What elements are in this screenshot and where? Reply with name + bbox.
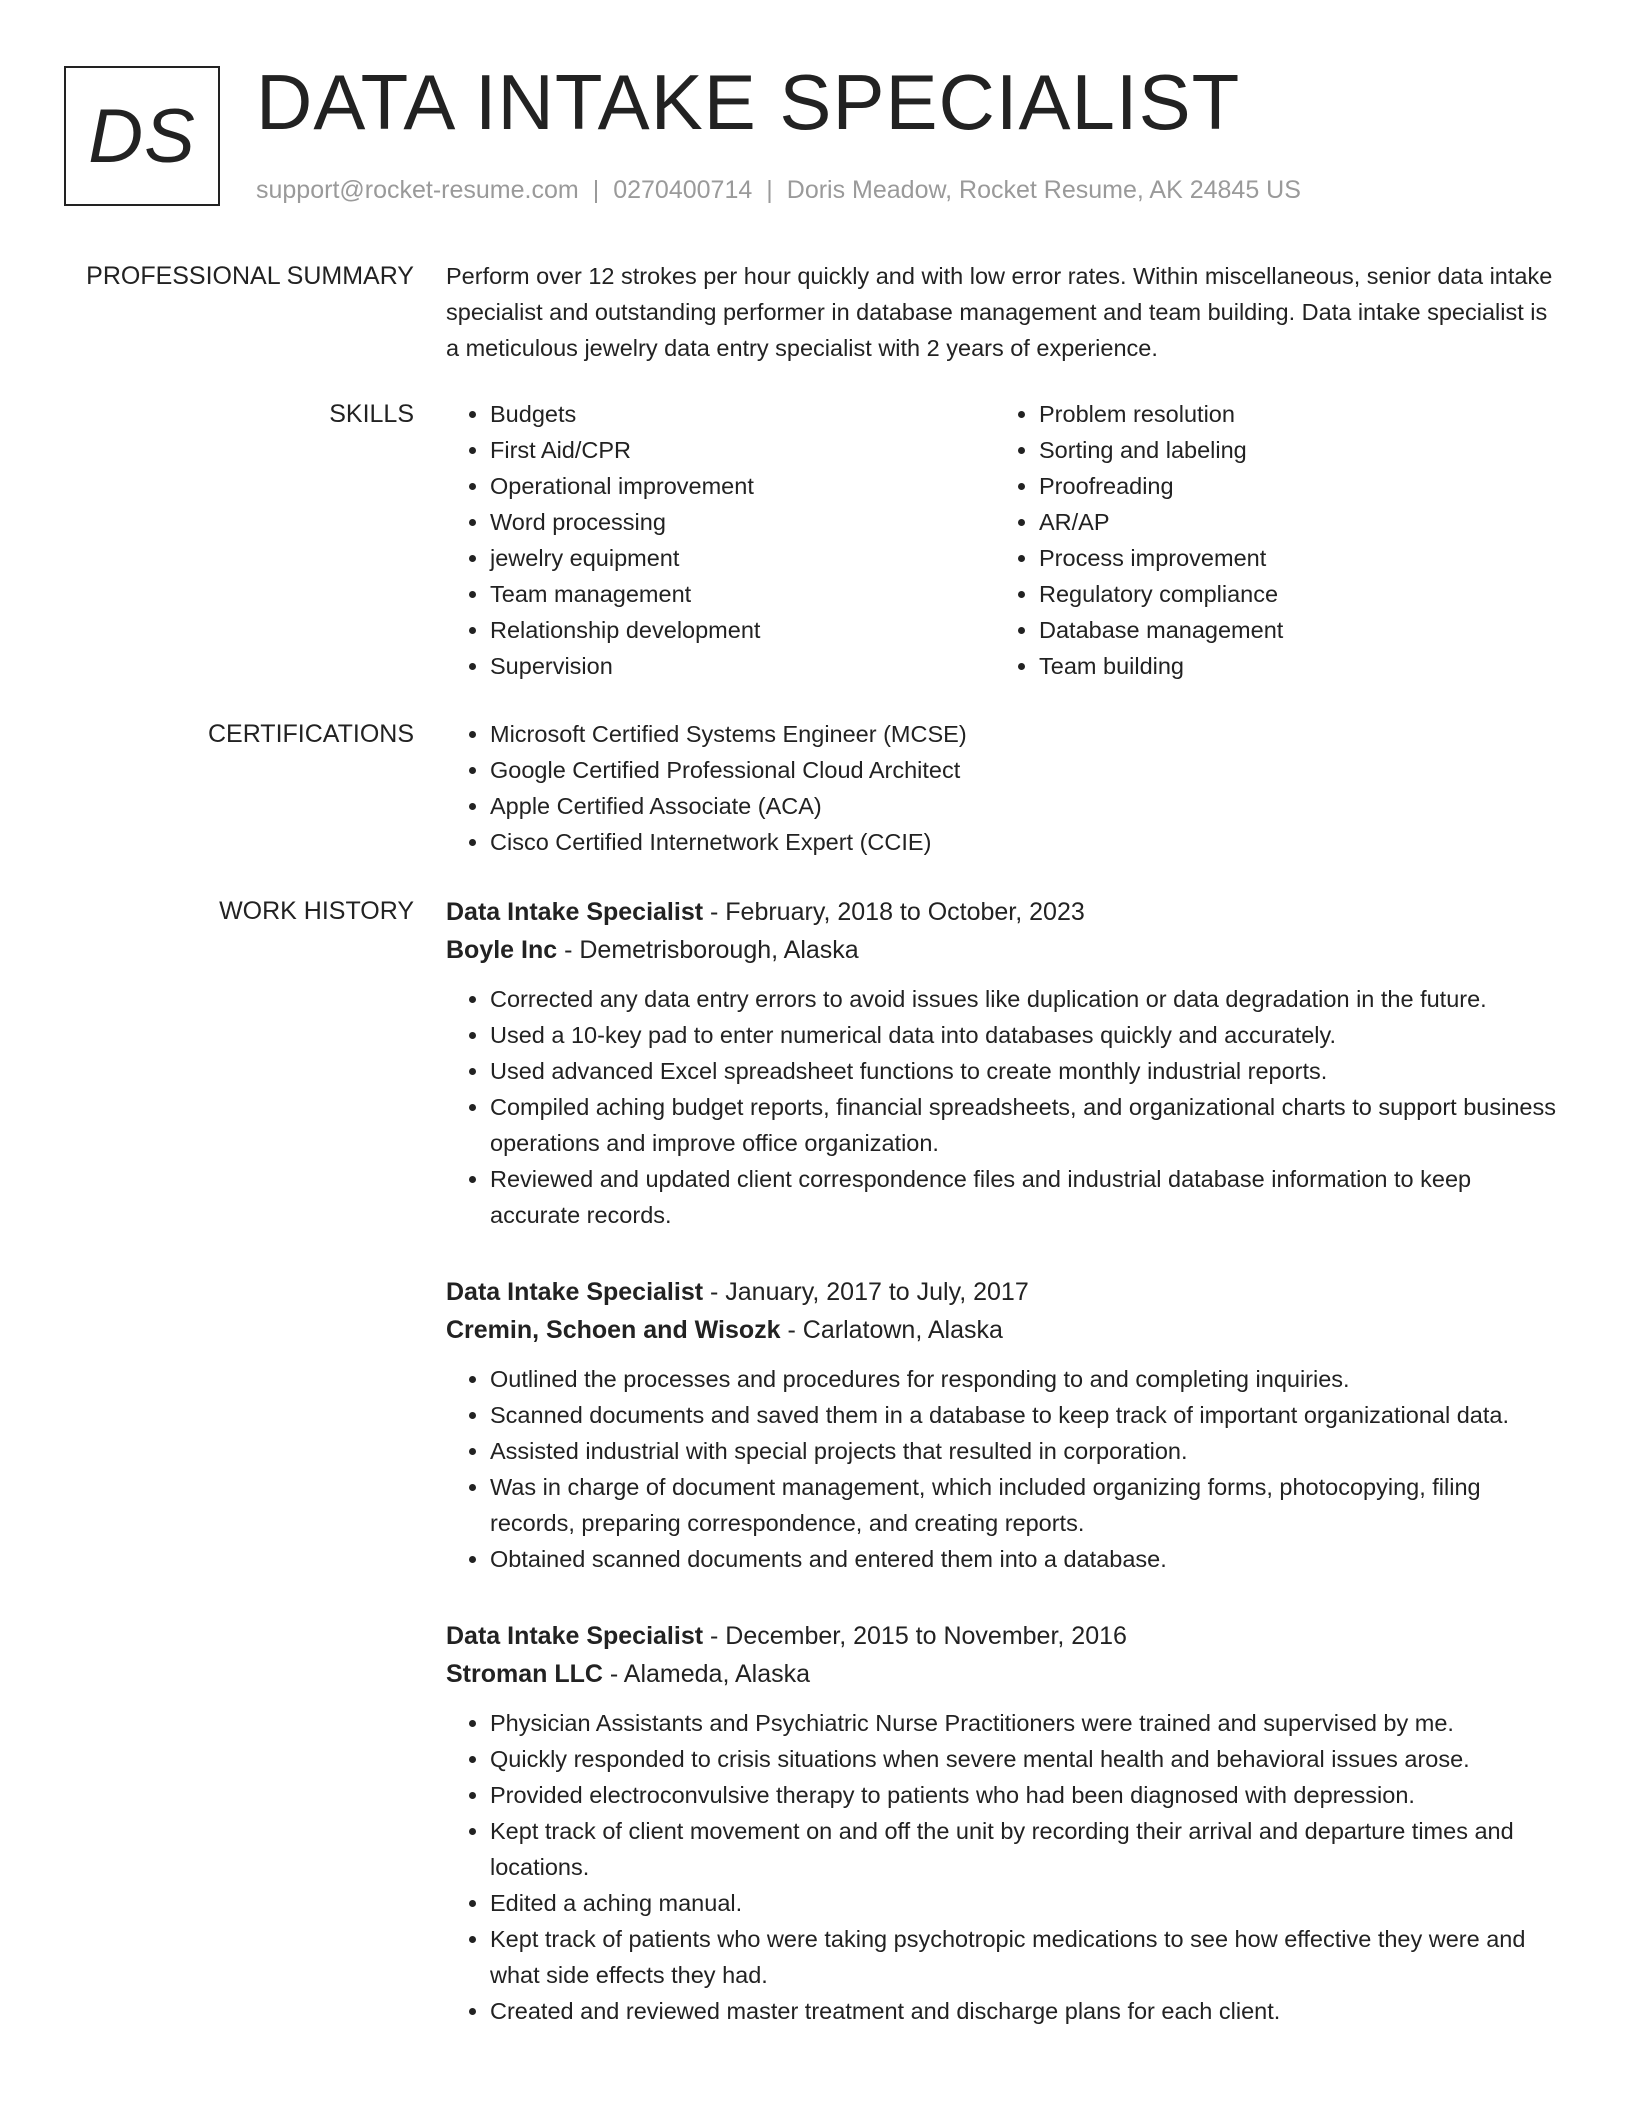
certification-item: • Apple Certified Associate (ACA) (490, 788, 1556, 824)
skill-item: • Word processing (490, 504, 995, 540)
skill-item: • Team building (1039, 648, 1544, 684)
job-entry (446, 1617, 1556, 2029)
skill-item: • First Aid/CPR (490, 432, 995, 468)
skill-item: • Problem resolution (1039, 396, 1544, 432)
job-company: Boyle Inc (446, 936, 558, 964)
contact-address: Doris Meadow, Rocket Resume, AK 24845 US (786, 176, 1301, 204)
job-company: Cremin, Schoen and Wisozk (446, 1316, 781, 1344)
job-company-line (446, 1311, 1556, 1349)
summary-body (446, 258, 1556, 366)
skill-item: • Regulatory compliance (1039, 576, 1544, 612)
skill-item: • Supervision (490, 648, 995, 684)
contact-line (256, 174, 1301, 207)
skills-list-left (446, 396, 995, 684)
skill-item: • AR/AP (1039, 504, 1544, 540)
summary-text: Perform over 12 strokes per hour quickly and with low error rates. Within miscellaneous, senior data intake specialist and outstanding performer in database management and team building. Data intake specialist is a meticulous jewelry data entry specialist with 2 years of experience. (446, 263, 1553, 361)
job-dates: - December, 2015 to November, 2016 (703, 1622, 1127, 1650)
skill-item: • Sorting and labeling (1039, 432, 1544, 468)
job-bullet: • Compiled aching budget reports, financial spreadsheets, and organizational charts to support business operations and improve office organization. (490, 1089, 1556, 1161)
job-dates: - January, 2017 to July, 2017 (703, 1278, 1029, 1306)
skills-label: SKILLS (329, 400, 414, 428)
job-company: Stroman LLC (446, 1660, 603, 1688)
job-bullet: • Edited a aching manual. (490, 1885, 1556, 1921)
skill-item: • Proofreading (1039, 468, 1544, 504)
job-title: Data Intake Specialist (446, 898, 704, 926)
job-location: - Alameda, Alaska (602, 1660, 811, 1688)
contact-separator: | (592, 176, 600, 204)
job-bullets (446, 981, 1556, 1233)
job-title-line (446, 1273, 1556, 1311)
job-bullet: • Scanned documents and saved them in a database to keep track of important organizational data. (490, 1397, 1556, 1433)
job-bullet: • Outlined the processes and procedures for responding to and completing inquiries. (490, 1361, 1556, 1397)
job-bullets (446, 1361, 1556, 1577)
job-bullet: • Used advanced Excel spreadsheet functions to create monthly industrial reports. (490, 1053, 1556, 1089)
job-entry (446, 1273, 1556, 1577)
contact-email: support@rocket-resume.com (256, 176, 579, 204)
job-title-line (446, 1617, 1556, 1655)
job-bullet: • Obtained scanned documents and entered them into a database. (490, 1541, 1556, 1577)
job-title: Data Intake Specialist (446, 1278, 704, 1306)
job-location: - Carlatown, Alaska (780, 1316, 1003, 1344)
job-bullet: • Provided electroconvulsive therapy to patients who had been diagnosed with depression. (490, 1777, 1556, 1813)
monogram-box (64, 66, 220, 206)
job-title-line (446, 893, 1556, 931)
skill-item: • Database management (1039, 612, 1544, 648)
work-body (446, 893, 1556, 2069)
skills-list-right (995, 396, 1544, 684)
job-bullet: • Was in charge of document management, which included organizing forms, photocopying, filing records, preparing correspondence, and creating reports. (490, 1469, 1556, 1541)
contact-phone: 0270400714 (613, 176, 753, 204)
job-bullet: • Created and reviewed master treatment and discharge plans for each client. (490, 1993, 1556, 2029)
job-title: Data Intake Specialist (446, 1622, 704, 1650)
skill-item: • Operational improvement (490, 468, 995, 504)
certifications-list (446, 716, 1556, 860)
job-bullet: • Reviewed and updated client correspondence files and industrial database information to keep accurate records. (490, 1161, 1556, 1233)
summary-label: PROFESSIONAL SUMMARY (86, 262, 414, 290)
skill-item: • Relationship development (490, 612, 995, 648)
job-dates: - February, 2018 to October, 2023 (703, 898, 1085, 926)
certifications-label: CERTIFICATIONS (207, 720, 414, 748)
job-bullet: • Kept track of client movement on and off the unit by recording their arrival and departure times and locations. (490, 1813, 1556, 1885)
work-label: WORK HISTORY (219, 897, 414, 925)
certification-item: • Microsoft Certified Systems Engineer (MCSE) (490, 716, 1556, 752)
job-bullet: • Kept track of patients who were taking psychotropic medications to see how effective they were and what side effects they had. (490, 1921, 1556, 1993)
job-bullet: • Used a 10-key pad to enter numerical data into databases quickly and accurately. (490, 1017, 1556, 1053)
skill-item: • jewelry equipment (490, 540, 995, 576)
skill-item: • Process improvement (1039, 540, 1544, 576)
contact-separator: | (766, 176, 773, 204)
job-entry (446, 893, 1556, 1233)
skill-item: • Team management (490, 576, 995, 612)
job-company-line (446, 1655, 1556, 1693)
job-location: - Demetrisborough, Alaska (557, 936, 859, 964)
certifications-body (446, 716, 1556, 860)
job-bullet: • Corrected any data entry errors to avoid issues like duplication or data degradation in the future. (490, 981, 1556, 1017)
job-company-line (446, 931, 1556, 969)
certification-item: • Cisco Certified Internetwork Expert (CCIE) (490, 824, 1556, 860)
skill-item: • Budgets (490, 396, 995, 432)
monogram-initials: DS (88, 93, 196, 179)
job-bullets (446, 1705, 1556, 2029)
skills-body (446, 396, 1556, 684)
certification-item: • Google Certified Professional Cloud Architect (490, 752, 1556, 788)
job-bullet: • Physician Assistants and Psychiatric Nurse Practitioners were trained and supervised by me. (490, 1705, 1556, 1741)
job-bullet: • Quickly responded to crisis situations when severe mental health and behavioral issues arose. (490, 1741, 1556, 1777)
job-bullet: • Assisted industrial with special projects that resulted in corporation. (490, 1433, 1556, 1469)
resume-name: DATA INTAKE SPECIALIST (256, 58, 1241, 146)
